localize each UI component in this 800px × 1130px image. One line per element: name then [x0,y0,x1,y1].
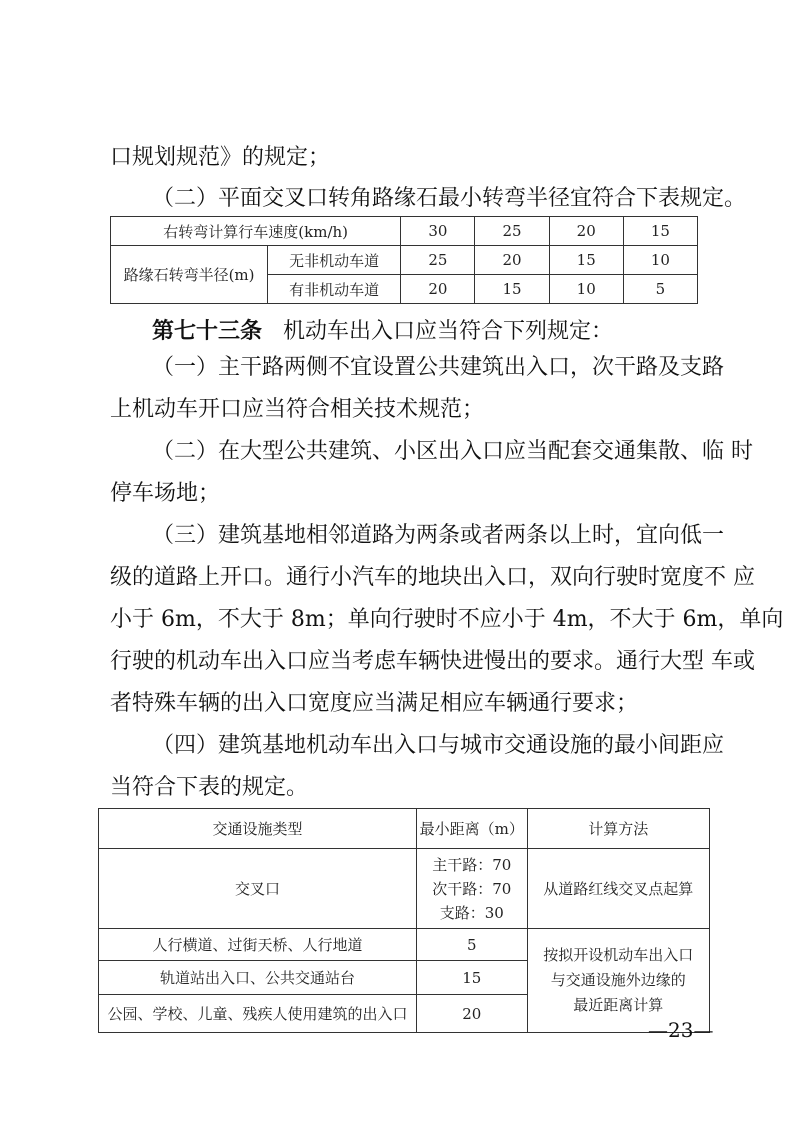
table-cell: 15 [416,961,527,995]
article-body: 机动车出入口应当符合下列规定： [283,319,614,344]
dist-line: 支路：30 [439,903,504,922]
method-line: 按拟开设机动车出入口 [543,946,694,964]
table-cell: 有非机动车道 [268,275,401,304]
facility-distance-table [98,808,710,1033]
table-cell: 30 [401,217,475,246]
table-cell: 从道路红线交叉点起算 [527,849,709,929]
table-cell: 人行横道、过街天桥、人行地道 [99,929,417,961]
table-cell: 5 [416,929,527,961]
table-cell [416,849,527,929]
page-number: —23— [648,1018,714,1042]
table-cell: 15 [623,217,697,246]
table-cell: 15 [475,275,549,304]
table-cell: 20 [475,246,549,275]
method-line: 与交通设施外边缘的 [550,971,686,989]
table-cell: 20 [549,217,623,246]
paragraph-line: （一）主干路两侧不宜设置公共建筑出入口，次干路及支路 [152,355,725,380]
table-cell: 5 [623,275,697,304]
paragraph-line: 上机动车开口应当符合相关技术规范； [110,397,485,422]
table-cell: 无非机动车道 [268,246,401,275]
curb-radius-table [110,216,698,304]
paragraph-line: 者特殊车辆的出入口宽度应当满足相应车辆通行要求； [110,691,639,716]
table-header: 交通设施类型 [99,809,417,849]
table-cell: 25 [475,217,549,246]
table-cell: 20 [401,275,475,304]
table-cell: 公园、学校、儿童、残疾人使用建筑的出入口 [99,995,417,1033]
paragraph-line: 小于 6m，不大于 8m；单向行驶时不应小于 4m，不大于 6m，单向 [110,607,784,632]
table-header: 最小距离（m） [416,809,527,849]
table-header: 计算方法 [527,809,709,849]
table-cell: 轨道站出入口、公共交通站台 [99,961,417,995]
table-cell: 20 [416,995,527,1033]
paragraph-line: 行驶的机动车出入口应当考虑车辆快进慢出的要求。通行大型 车或 [110,649,755,674]
paragraph-line: 级的道路上开口。通行小汽车的地块出入口，双向行驶时宽度不 应 [110,565,755,590]
speed-label-cell: 右转弯计算行车速度(km/h) [111,217,401,246]
table-cell [527,929,709,1033]
table-cell: 10 [623,246,697,275]
table-cell: 交叉口 [99,849,417,929]
table-cell: 25 [401,246,475,275]
paragraph-line: （四）建筑基地机动车出入口与城市交通设施的最小间距应 [152,733,725,758]
method-line: 最近距离计算 [573,996,664,1014]
table-cell: 10 [549,275,623,304]
paragraph-line: （二）平面交叉口转角路缘石最小转弯半径宜符合下表规定。 [152,186,747,211]
paragraph-line-wrap: 当符合下表的规定。 [110,775,309,800]
paragraph-line: 停车场地； [110,481,221,506]
paragraph-line: （三）建筑基地相邻道路为两条或者两条以上时，宜向低一 [152,523,725,548]
radius-label-cell: 路缘石转弯半径(m) [111,246,268,304]
dist-line: 主干路：70 [432,855,512,874]
article-73 [152,316,613,348]
paragraph-line: 口规划规范》的规定； [110,145,331,170]
article-title: 第七十三条 [152,319,263,344]
table-cell: 15 [549,246,623,275]
dist-line: 次干路：70 [432,879,512,898]
paragraph-line: （二）在大型公共建筑、小区出入口应当配套交通集散、临 时 [152,439,753,464]
